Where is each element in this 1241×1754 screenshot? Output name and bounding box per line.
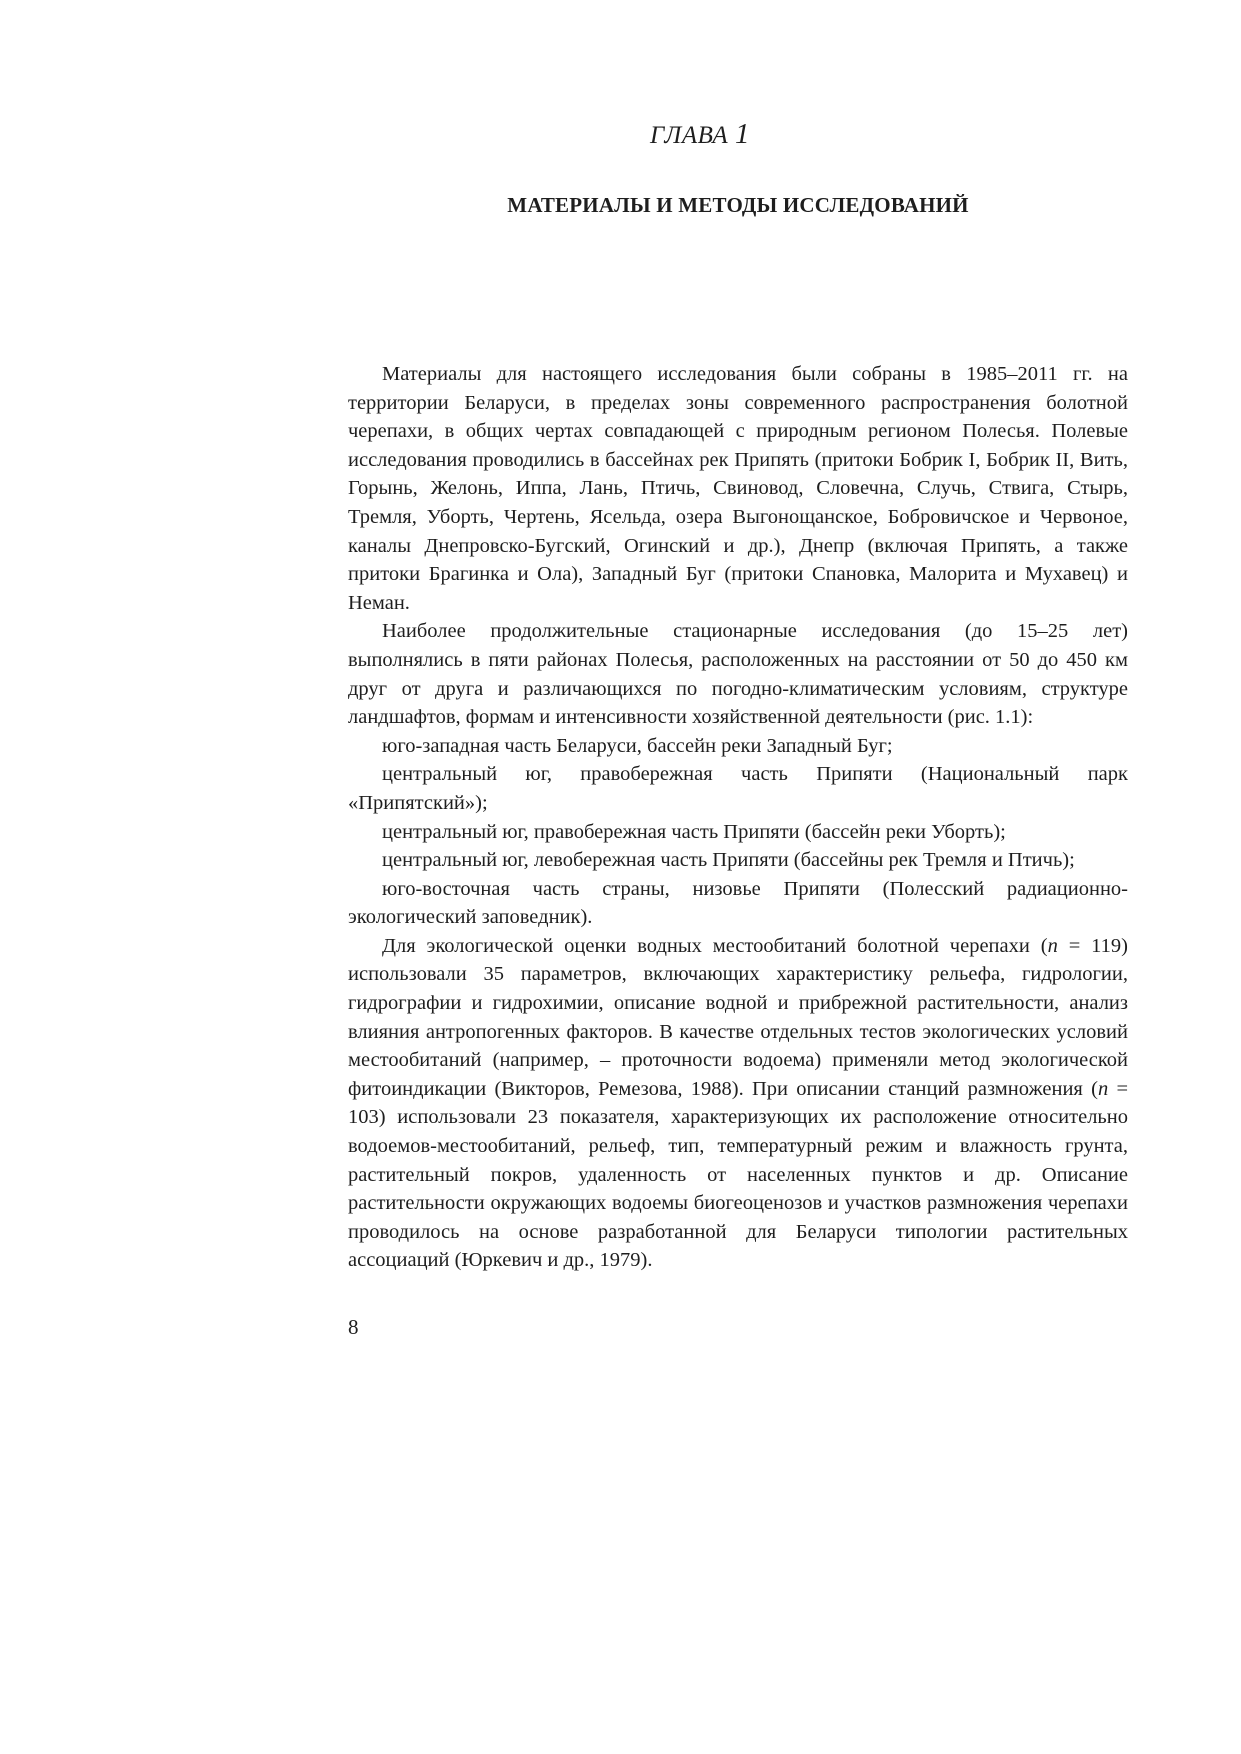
page-number: 8 <box>348 1315 359 1339</box>
assessment-text-1: Для экологической оценки водных местообитаний болотной черепахи ( <box>382 934 1048 957</box>
body-text <box>348 360 1128 1275</box>
paragraph-ecological-assessment <box>348 932 1128 1275</box>
n-symbol: n <box>1047 934 1058 957</box>
paragraph-materials: Материалы для настоящего исследования были собраны в 1985–2011 гг. на территории Беларуси, в пределах зоны современного распространения болотной черепахи, в общих чертах совпадающей с природным регионом Полесья. Полевые исследования проводились в бассейнах рек Припять (притоки Бобрик I, Бобрик II, Вить, Горынь, Желонь, Иппа, Лань, Птичь, Свиновод, Словечна, Случь, Ствига, Стырь, Тремля, Уборть, Чертень, Ясельда, озера Выгонощанское, Бобровичское и Червоное, каналы Днепровско-Бугский, Огинский и др.), Днепр (включая Припять, а также притоки Брагинка и Ола), Западный Буг (притоки Спановка, Малорита и Мухавец) и Неман. <box>348 363 1128 614</box>
assessment-text-3: = 103) использовали 23 показателя, характеризующих их расположение относительно водоемов-местообитаний, рельеф, тип, температурный режим и влажность грунта, растительный покров, удаленность от населенных пунктов и др. Описание растительности окружающих водоемы биогеоценозов и участков размножения черепахи проводилось на основе разработанной для Беларуси типологии растительных ассоциаций (Юркевич и др., 1979). <box>348 1077 1129 1272</box>
chapter-word: ГЛАВА <box>650 122 729 149</box>
chapter-label <box>650 118 1130 151</box>
list-item-region-4: центральный юг, левобережная часть Припяти (бассейны рек Тремля и Птичь); <box>382 849 1075 872</box>
list-item-region-1: юго-западная часть Беларуси, бассейн реки Западный Буг; <box>382 734 893 757</box>
assessment-text-2: = 119) использовали 35 параметров, включающих характеристику рельефа, гидрологии, гидрографии и гидрохимии, описание водной и прибрежной растительности, анализ влияния антропогенных факторов. В качестве отдельных тестов экологических условий местообитаний (например, – проточности водоема) применяли метод экологической фитоиндикации (Викторов, Ремезова, 1988). При описании станций размножения ( <box>348 934 1128 1100</box>
list-item-region-3: центральный юг, правобережная часть Припяти (бассейн реки Уборть); <box>382 820 1006 843</box>
n-symbol: n <box>1097 1077 1109 1100</box>
list-item-region-5: юго-восточная часть страны, низовье Припяти (Полесский радиационно-экологический заповедник). <box>348 877 1128 929</box>
list-item-region-2: центральный юг, правобережная часть Припяти (Национальный парк «Припятский»); <box>348 763 1128 814</box>
chapter-title: МАТЕРИАЛЫ И МЕТОДЫ ИССЛЕДОВАНИЙ <box>507 193 969 217</box>
chapter-number: 1 <box>734 118 750 150</box>
paragraph-stationary-studies: Наиболее продолжительные стационарные исследования (до 15–25 лет) выполнялись в пяти районах Полесья, расположенных на расстоянии от 50 до 450 км друг от друга и различающихся по погодно-климатическим условиям, структуре ландшафтов, формам и интенсивности хозяйственной деятельности (рис. 1.1): <box>348 620 1128 729</box>
